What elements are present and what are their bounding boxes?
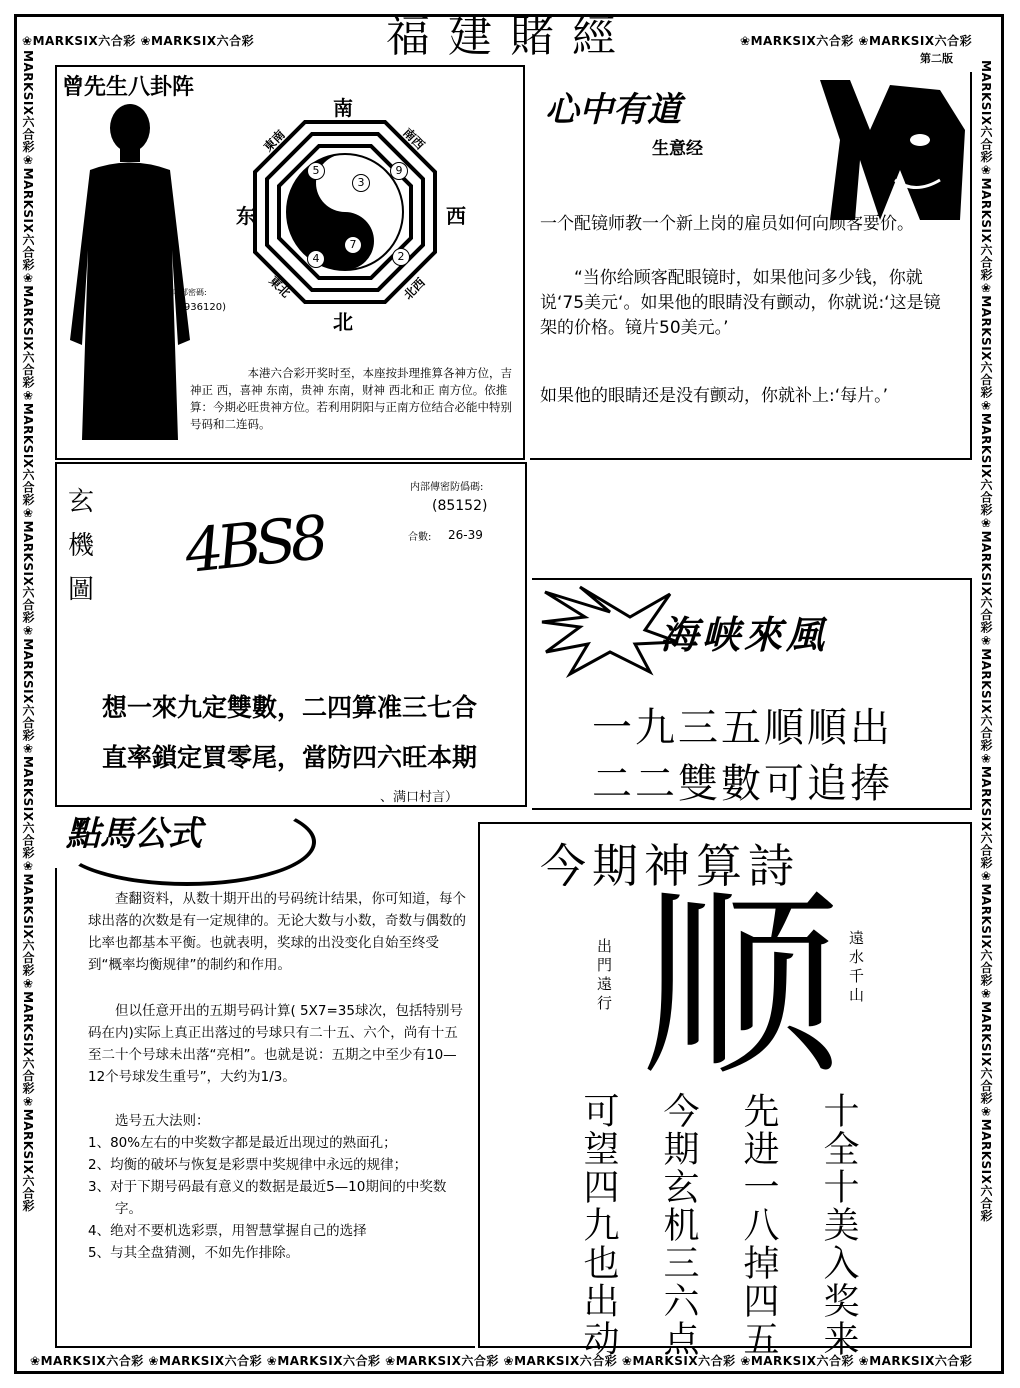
xuanji-verse-2: 直率鎖定買零尾，當防四六旺本期 (102, 743, 478, 772)
dir-north: 北 (333, 310, 353, 334)
xuanji-verse-1: 想一來九定雙數，二四算准三七合 (102, 693, 478, 722)
dir-southwest: 南西 (400, 125, 428, 153)
formula-rule: 2、均衡的破坏与恢复是彩票中奖规律中永远的规律； (88, 1157, 408, 1173)
portrait-sketch-icon (800, 70, 970, 230)
bagua-number: 9 (390, 162, 408, 180)
haixia-line-2: 二二雙數可追捧 (592, 761, 893, 807)
business-paragraph-3: 如果他的眼睛还是没有颤动，你就补上:‘每片。’ (540, 386, 889, 406)
dir-northwest: 北西 (400, 275, 428, 303)
bagua-number: 7 (344, 236, 362, 254)
poem-left-note: 出門遠行 (595, 938, 613, 1014)
bagua-description: 本港六合彩开奖时至，本座按卦理推算各神方位，吉神正 西，喜神 东南，贵神 东南，财神 西北和正 南方位。依推算：今期必旺贵神方位。若利用阴阳与正南方位结合必能中特别号码和二连码。 (190, 366, 512, 431)
poem-big-char: 顺 (640, 870, 841, 1103)
formula-rule: 1、80%左右的中奖数字都是最近出现过的熟面孔； (88, 1135, 397, 1151)
internal-code-label: 内部密碼: (172, 288, 207, 297)
formula-rule: 3、对于下期号码最有意义的数据是最近5—10期间的中奖数字。 (88, 1179, 447, 1217)
haixia-heading: 海峡來風 (660, 612, 829, 657)
business-subheading: 生意经 (652, 139, 703, 159)
business-paragraph-1: 一个配镜师教一个新上岗的雇员如何向顾客要价。 (540, 214, 914, 234)
formula-rule: 5、与其全盘猜测，不如先作排除。 (88, 1245, 300, 1261)
poem-column: 今期玄机三六点 (658, 1092, 699, 1358)
poem-column: 十全十美入奖来 (818, 1092, 859, 1358)
formula-heading: 點馬公式 (66, 814, 202, 854)
bagua-number: 2 (392, 248, 410, 266)
xuanji-code-label: 内部傳密防僞碼: (410, 482, 484, 493)
haixia-line-1: 一九三五順順出 (592, 705, 893, 751)
poem-column: 可望四九也出动 (578, 1092, 619, 1358)
poem-heading: 今期神算詩 (540, 839, 800, 893)
internal-code: (936120) (180, 302, 226, 313)
dir-southeast: 東南 (260, 127, 288, 155)
xuanji-title-char: 玄 (68, 487, 95, 517)
xuanji-title (68, 480, 98, 612)
bagua-diagram (230, 92, 460, 332)
right-marksix-strip: MARKSIX六合彩❀MARKSIX六合彩❀MARKSIX六合彩❀MARKSIX六合彩❀MARKSIX六合彩❀MARKSIX六合彩❀MARKSIX六合彩❀MARKSIX六合彩❀MARKSIX六合彩❀MARKSIX六合彩 (979, 60, 993, 1222)
dir-west: 西 (446, 204, 466, 228)
bagua-heading: 曾先生八卦阵 (62, 74, 195, 100)
bagua-number: 4 (307, 250, 325, 268)
figure-silhouette-icon (60, 100, 200, 450)
formula-paragraph-1: 查翻资料，从数十期开出的号码统计结果，你可知道，每个球出落的次数是有一定规律的。无论大数与小数，奇数与偶数的比率也都基本平衡。也就表明，奖球的出没变化自始至终受到“概率均衡规律”的制约和作用。 (88, 891, 466, 973)
business-paragraph-2: “当你给顾客配眼镜时，如果他问多少钱，你就说‘75美元‘。如果他的眼睛没有颤动，你就说:‘这是镜架的价格。镜片50美元。’ (540, 268, 941, 338)
poem-column: 先进一八掉四五 (738, 1092, 779, 1358)
bagua-number: 3 (352, 174, 370, 192)
left-marksix-strip: MARKSIX六合彩❀MARKSIX六合彩❀MARKSIX六合彩❀MARKSIX六合彩❀MARKSIX六合彩❀MARKSIX六合彩❀MARKSIX六合彩❀MARKSIX六合彩❀MARKSIX六合彩❀MARKSIX六合彩 (21, 50, 35, 1212)
xuanji-title-char: 機 (68, 531, 95, 561)
xuanji-sum-label: 合數: (408, 532, 432, 543)
edition-label: 第二版 (920, 52, 953, 65)
top-left-marksix-strip: ❀MARKSIX六合彩 ❀MARKSIX六合彩 (22, 34, 255, 48)
formula-rule: 4、绝对不要机选彩票，用智慧掌握自己的选择 (88, 1223, 367, 1239)
xuanji-code: (85152) (432, 498, 488, 514)
bagua-number: 5 (307, 162, 325, 180)
xuanji-scribble: 4BS8 (181, 503, 326, 587)
poem-right-note: 遠水千山 (847, 930, 865, 1006)
business-heading: 心中有道 (545, 90, 681, 130)
top-right-marksix-strip: ❀MARKSIX六合彩 ❀MARKSIX六合彩 (740, 34, 973, 48)
xuanji-verse-credit: 、满口村言） (380, 790, 459, 805)
masthead-title: 福建賭經 (386, 11, 634, 62)
bottom-marksix-strip: ❀MARKSIX六合彩 ❀MARKSIX六合彩 ❀MARKSIX六合彩 ❀MARKSIX六合彩 ❀MARKSIX六合彩 ❀MARKSIX六合彩 ❀MARKSIX六合彩 ❀MARKSIX六合彩 (30, 1354, 973, 1368)
dir-northeast: 東北 (266, 273, 294, 301)
formula-rules (88, 1132, 466, 1264)
formula-paragraph-3: 选号五大法则： (115, 1113, 210, 1129)
xuanji-title-char: 圖 (68, 575, 95, 605)
formula-paragraph-2: 但以任意开出的五期号码计算( 5X7=35球次，包括特别号码在内)实际上真正出落过的号球只有二十五、六个，尚有十五至二十个号球未出落“亮相”。也就是说：五期之中至少有10—12个号球发生重号”，大约为1/3。 (88, 1003, 463, 1085)
dir-east: 东 (236, 204, 256, 228)
dir-south: 南 (333, 96, 353, 120)
xuanji-sum: 26-39 (448, 528, 483, 542)
starburst-icon (540, 582, 680, 678)
